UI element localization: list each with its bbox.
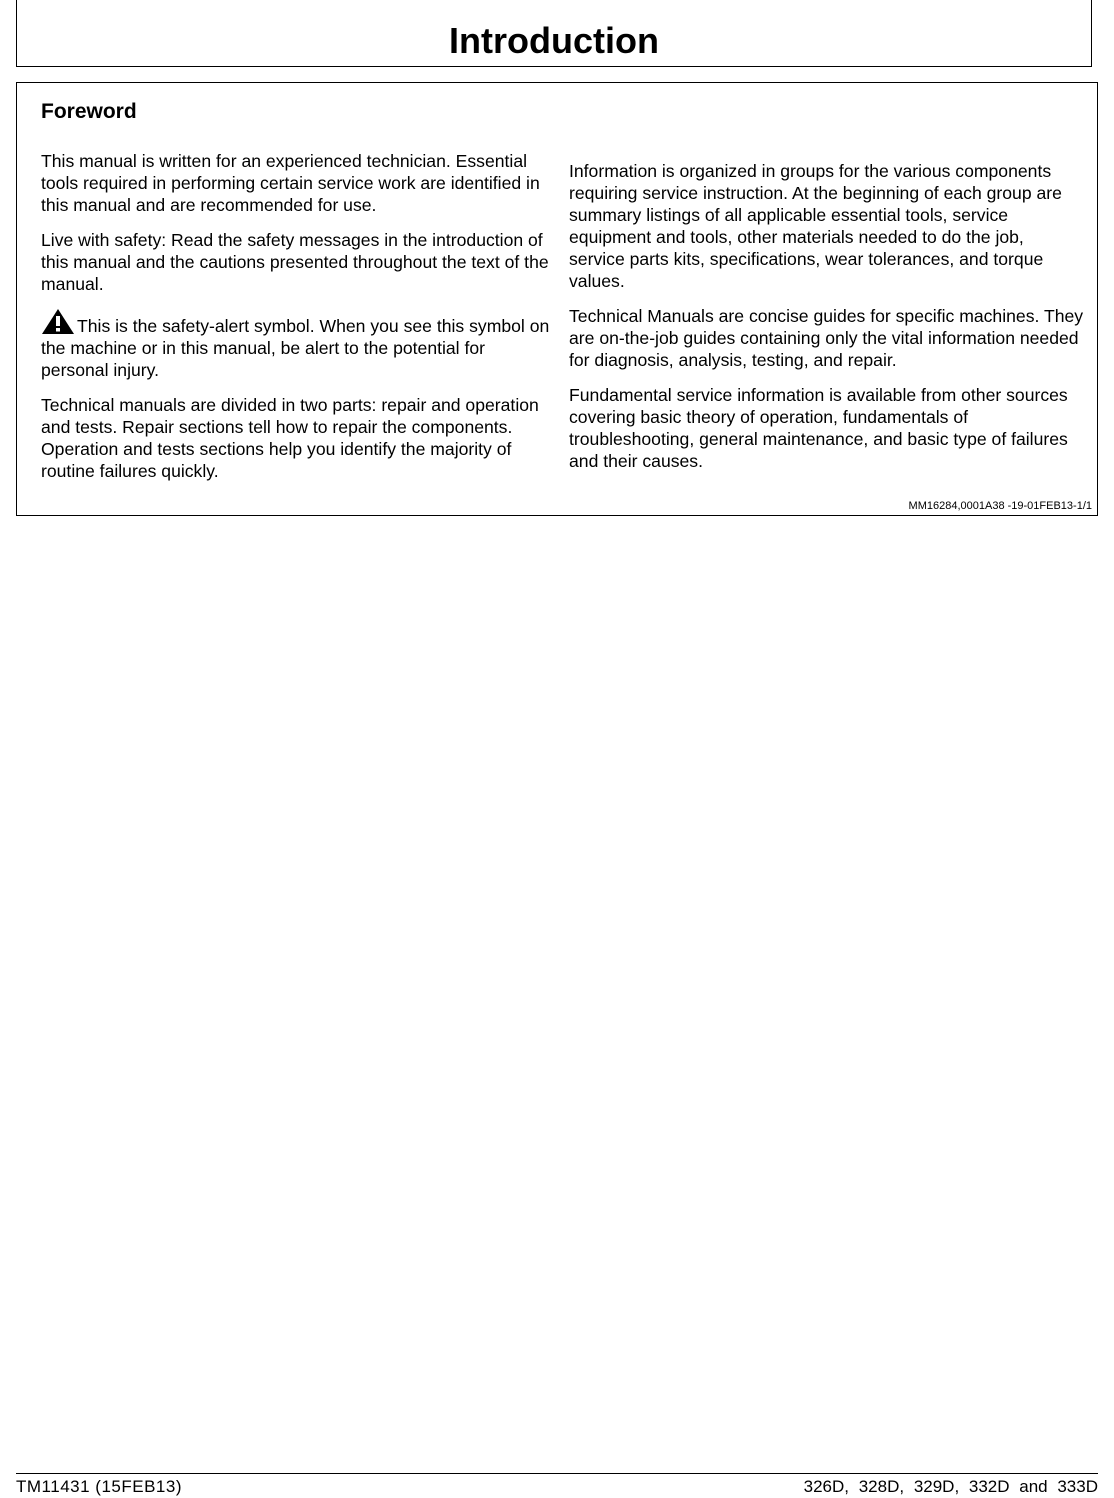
page-header [16, 0, 1092, 67]
safety-alert-icon [41, 308, 75, 335]
paragraph-technical-manuals: Technical Manuals are concise guides for specific machines. They are on-the-job guides containing only the vital information needed for diagnosis, analysis, testing, and repair. [569, 306, 1084, 370]
foreword-section [16, 82, 1098, 516]
paragraph-fundamental-info: Fundamental service information is available from other sources covering basic theory of operation, fundamentals of troubleshooting, general maintenance, and basic type of failures and their causes. [569, 385, 1068, 471]
paragraph-organization: Information is organized in groups for the various components requiring service instruction. At the beginning of each group are summary listings of all applicable essential tools, service equipment and tools, other materials needed to do the job, service parts kits, specifications, wear tolerances, and torque values. [569, 161, 1062, 291]
paragraph-technician: This manual is written for an experienced technician. Essential tools required in performing certain service work are identified in this manual and are recommended for use. [41, 151, 540, 215]
left-column [41, 150, 551, 495]
paragraph-safety-alert [41, 308, 551, 381]
paragraph-manual-parts: Technical manuals are divided in two parts: repair and operation and tests. Repair sections tell how to repair the components. Operation and tests sections help you identify the majority of routine failures quickly. [41, 395, 539, 481]
footer-model-list: 326D, 328D, 329D, 332D and 333D [803, 1477, 1098, 1496]
footer-manual-number: TM11431 (15FEB13) [16, 1477, 182, 1496]
paragraph-live-with-safety: Live with safety: Read the safety messages in the introduction of this manual and the cautions presented throughout the text of the manual. [41, 230, 549, 294]
right-column [569, 160, 1084, 485]
page-title: Introduction [449, 20, 659, 61]
page-footer [16, 1473, 1098, 1494]
safety-alert-text: This is the safety-alert symbol. When you see this symbol on the machine or in this manual, be alert to the potential for personal injury. [41, 316, 550, 380]
section-title: Foreword [41, 100, 137, 123]
document-reference-code: MM16284,0001A38 -19-01FEB13-1/1 [908, 500, 1092, 512]
